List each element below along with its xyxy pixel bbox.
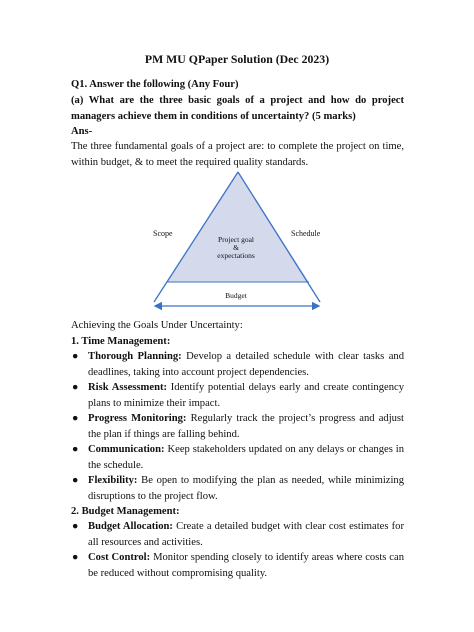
list-item	[71, 411, 404, 442]
list-item-text: Identify potential delays early and create contingency plans to minimize their impact.	[88, 382, 404, 409]
list-item-text: Develop a detailed schedule with clear tasks and deadlines, taking into account project dependencies.	[88, 351, 404, 378]
answer-label: Ans-	[71, 126, 93, 137]
schedule-label: Schedule	[291, 229, 321, 238]
list-item-text: Keep stakeholders updated on any delays or changes in the schedule.	[88, 444, 404, 471]
question-heading: Q1. Answer the following (Any Four)	[71, 79, 239, 90]
list-item	[71, 380, 404, 411]
page-title: PM MU QPaper Solution (Dec 2023)	[144, 52, 330, 66]
list-item-term: Risk Assessment:	[88, 382, 168, 393]
section-heading: 1. Time Management:	[71, 336, 171, 347]
time-management-list	[71, 349, 404, 504]
bullet-icon: ●	[72, 351, 79, 362]
list-item	[71, 349, 404, 380]
project-goals-triangle-diagram	[140, 165, 340, 315]
list-item-text: Monitor spending closely to identify areas where costs can be reduced without compromising quality.	[88, 552, 404, 579]
list-item-term: Cost Control:	[88, 552, 151, 563]
bullet-icon: ●	[72, 382, 79, 393]
list-item	[71, 519, 404, 550]
list-item-term: Progress Monitoring:	[88, 413, 187, 424]
triangle-fill	[167, 172, 309, 282]
budget-management-list	[71, 519, 404, 581]
list-item-text: Create a detailed budget with clear cost estimates for all resources and activities.	[88, 521, 404, 548]
bullet-icon: ●	[72, 413, 79, 424]
triangle-svg	[140, 165, 340, 315]
scope-label: Scope	[153, 229, 173, 238]
question-a: (a) What are the three basic goals of a project and how do project managers achieve them in conditions of uncertainty? (5 marks)	[71, 95, 404, 122]
bullet-icon: ●	[72, 475, 79, 486]
bullet-icon: ●	[72, 521, 79, 532]
list-item-term: Communication:	[88, 444, 165, 455]
center-label-2: &	[233, 243, 239, 252]
list-item-term: Thorough Planning:	[88, 351, 182, 362]
list-item-term: Budget Allocation:	[88, 521, 173, 532]
section-heading: 2. Budget Management:	[71, 506, 180, 517]
achieving-heading: Achieving the Goals Under Uncertainty:	[71, 320, 243, 331]
list-item-term: Flexibility:	[88, 475, 138, 486]
list-item	[71, 442, 404, 473]
bullet-icon: ●	[72, 552, 79, 563]
list-item	[71, 473, 404, 504]
budget-label: Budget	[225, 291, 247, 300]
center-label-3: expectations	[217, 251, 255, 260]
list-item-text: Be open to modifying the plan as needed, while minimizing disruptions to the project flow.	[88, 475, 405, 502]
list-item-text: Regularly track the project’s progress and adjust the plan if things are falling behind.	[88, 413, 404, 440]
list-item	[71, 550, 404, 581]
bullet-icon: ●	[72, 444, 79, 455]
intro-paragraph: The three fundamental goals of a project are: to complete the project on time, within budget, & to meet the required quality standards.	[71, 141, 404, 168]
center-label-1: Project goal	[217, 235, 255, 244]
